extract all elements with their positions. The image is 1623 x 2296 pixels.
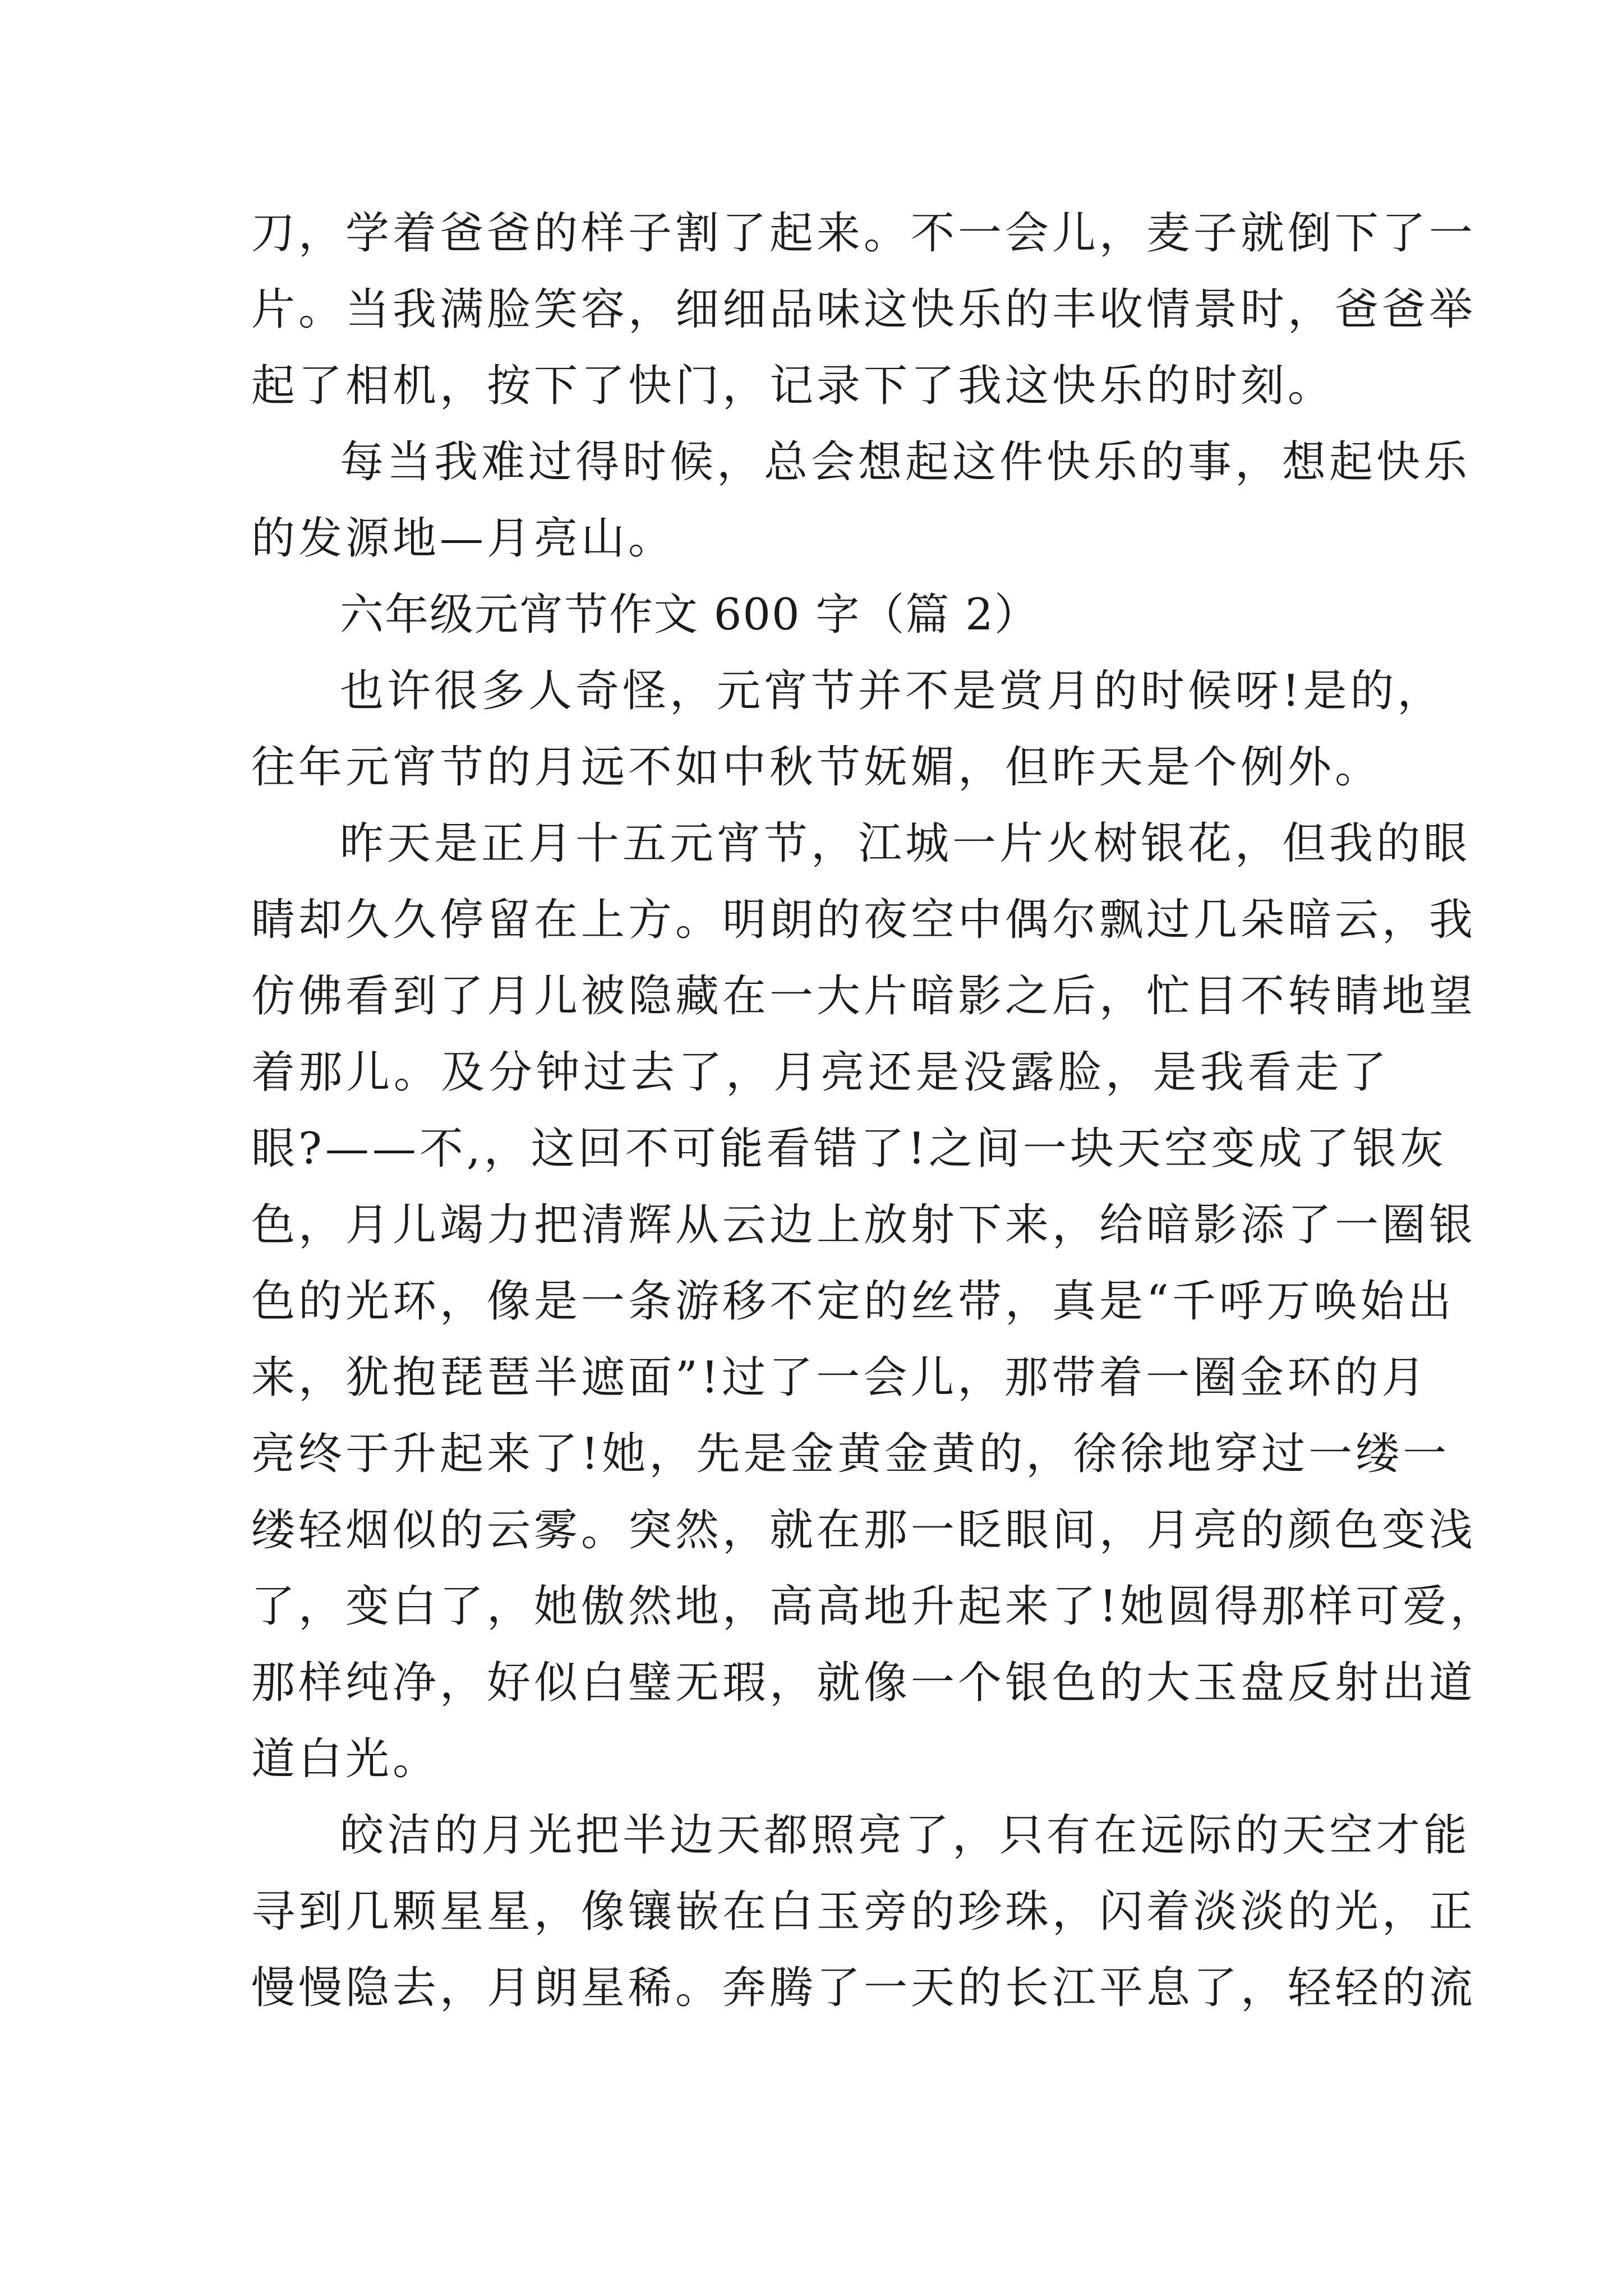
- text-line: 来，犹抱琵琶半遮面”!过了一会儿，那带着一圈金环的月: [251, 1352, 1429, 1403]
- text-line: 缕轻烟似的云雾。突然，就在那一眨眼间，月亮的颜色变浅: [251, 1505, 1477, 1556]
- text-line: 仿佛看到了月儿被隐藏在一大片暗影之后，忙目不转睛地望: [251, 971, 1477, 1022]
- text-line: 眼?——不,，这回不可能看错了!之间一块天空变成了银灰: [251, 1124, 1447, 1174]
- text-line: 片。当我满脸笑容，细细品味这快乐的丰收情景时，爸爸举: [251, 284, 1477, 335]
- text-line: 亮终于升起来了!她，先是金黄金黄的，徐徐地穿过一缕一: [251, 1429, 1450, 1479]
- text-line: 往年元宵节的月远不如中秋节妩媚，但昨天是个例外。: [251, 742, 1382, 793]
- text-line: 着那儿。及分钟过去了，月亮还是没露脸，是我看走了: [251, 1047, 1390, 1098]
- text-line: 起了相机，按下了快门，记录下了我这快乐的时刻。: [251, 361, 1335, 411]
- text-line: 寻到几颗星星，像镶嵌在白玉旁的珍珠，闪着淡淡的光，正: [251, 1887, 1477, 1937]
- paragraph-first-line: 也许很多人奇怪，元宵节并不是赏月的时候呀!是的，: [340, 666, 1445, 716]
- text-line: 刀，学着爸爸的样子割了起来。不一会儿，麦子就倒下了一: [251, 208, 1477, 259]
- section-heading: 六年级元宵节作文 600 字（篇 2）: [340, 590, 1039, 640]
- paragraph-first-line: 昨天是正月十五元宵节，江城一片火树银花，但我的眼: [340, 818, 1471, 869]
- text-line: 道白光。: [251, 1734, 440, 1784]
- text-line: 色，月儿竭力把清辉从云边上放射下来，给暗影添了一圈银: [251, 1200, 1477, 1250]
- text-line: 睛却久久停留在上方。明朗的夜空中偶尔飘过几朵暗云，我: [251, 895, 1477, 945]
- text-line: 色的光环，像是一条游移不定的丝带，真是“千呼万唤始出: [251, 1276, 1455, 1327]
- text-line: 了，变白了，她傲然地，高高地升起来了!她圆得那样可爱，: [251, 1581, 1497, 1632]
- text-line: 那样纯净，好似白璧无瑕，就像一个银色的大玉盘反射出道: [251, 1658, 1477, 1708]
- paragraph-first-line: 每当我难过得时候，总会想起这件快乐的事，想起快乐: [340, 437, 1471, 487]
- text-line: 慢慢隐去，月朗星稀。奔腾了一天的长江平息了，轻轻的流: [251, 1963, 1477, 2013]
- text-line: 的发源地—月亮山。: [251, 513, 676, 564]
- paragraph-first-line: 皎洁的月光把半边天都照亮了，只有在远际的天空才能: [340, 1810, 1471, 1861]
